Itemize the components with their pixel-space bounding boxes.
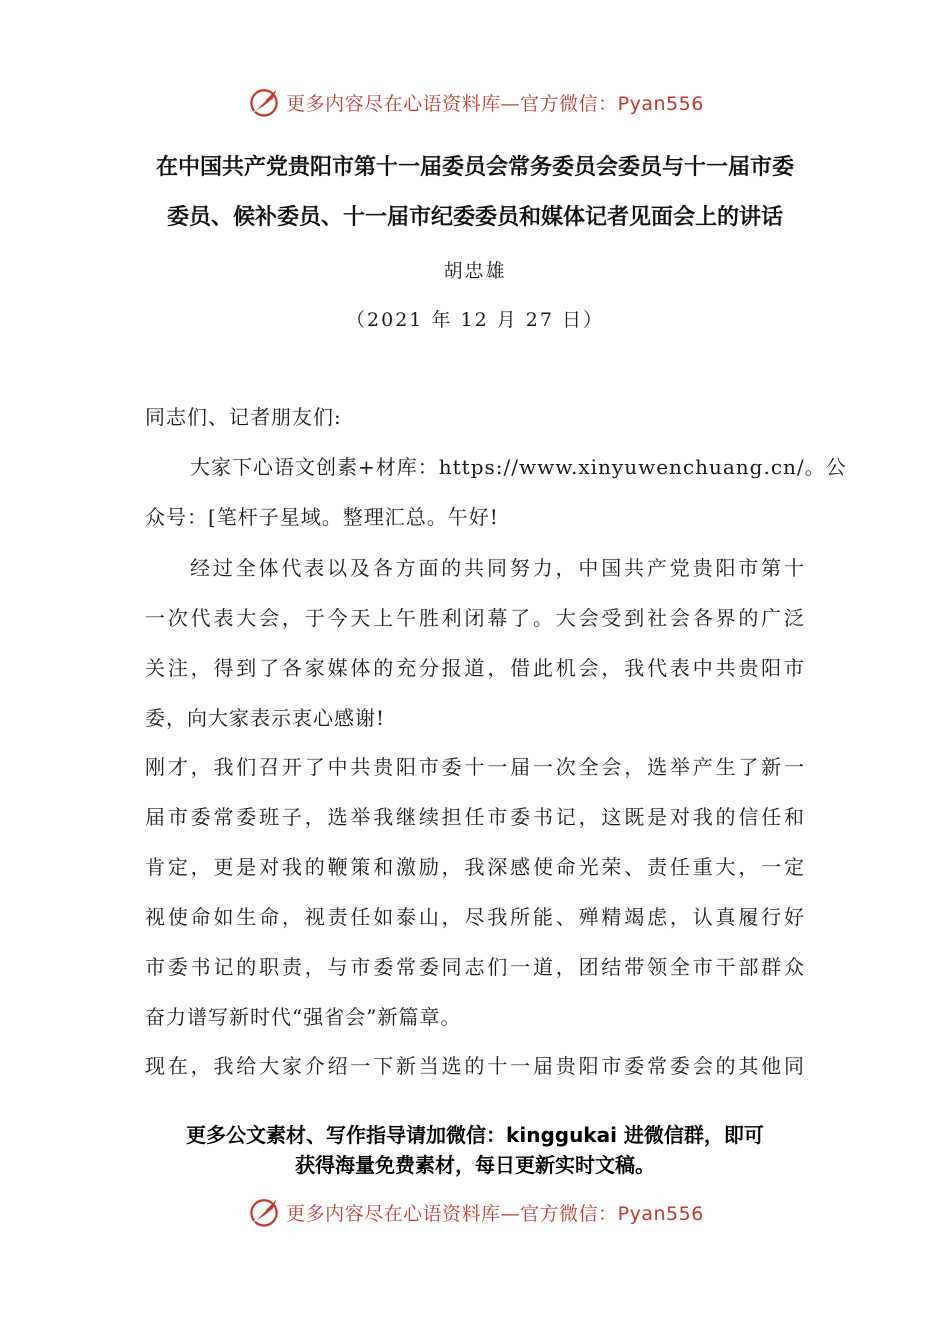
body-line: 刚才，我们召开了中共贵阳市委十一届一次全会，选举产生了新一 <box>145 755 805 779</box>
document-title-line-1: 在中国共产党贵阳市第十一届委员会常务委员会委员与十一届市委 <box>155 154 794 180</box>
body-line: 市委书记的职责，与市委常委同志们一道，团结带领全市干部群众 <box>145 955 805 979</box>
speech-date: （2021 年 12 月 27 日） <box>346 309 604 331</box>
banner-text <box>286 1199 704 1226</box>
body-line: 关注，得到了各家媒体的充分报道，借此机会，我代表中共贵阳市 <box>145 656 805 680</box>
author: 胡忠雄 <box>443 260 507 282</box>
body-line: 众号：[笔杆子星域。整理汇总。午好! <box>145 505 499 529</box>
banner-text <box>286 89 704 116</box>
quill-logo-icon <box>246 1194 282 1230</box>
body-line: 肯定，更是对我的鞭策和激励，我深感使命光荣、责任重大，一定 <box>145 855 805 879</box>
quill-logo-icon <box>246 84 282 120</box>
footer-note <box>0 1120 950 1180</box>
header-banner <box>0 82 950 122</box>
banner-wechat-id: Pyan556 <box>617 92 704 115</box>
body-line: 委，向大家表示衷心感谢! <box>145 706 386 730</box>
banner-label: 更多内容尽在心语资料库—官方微信： <box>286 92 618 115</box>
body-line: 一次代表大会，于今天上午胜利闭幕了。大会受到社会各界的广泛 <box>145 606 805 630</box>
banner-label: 更多内容尽在心语资料库—官方微信： <box>286 1202 618 1225</box>
footer-banner <box>0 1192 950 1232</box>
document-title-line-2: 委员、候补委员、十一届市纪委委员和媒体记者见面会上的讲话 <box>166 204 783 230</box>
body-line: 视使命如生命，视责任如泰山，尽我所能、殚精竭虑，认真履行好 <box>145 905 805 929</box>
body-line: 现在，我给大家介绍一下新当选的十一届贵阳市委常委会的其他同 <box>145 1054 805 1078</box>
banner-wechat-id: Pyan556 <box>617 1202 704 1225</box>
footer-note-line-2: 获得海量免费素材，每日更新实时文稿。 <box>295 1153 655 1177</box>
salutation: 同志们、记者朋友们: <box>145 405 342 429</box>
body-line: 届市委常委班子，选举我继续担任市委书记，这既是对我的信任和 <box>145 805 805 829</box>
body-line: 经过全体代表以及各方面的共同努力，中国共产党贵阳市第十 <box>190 556 805 580</box>
footer-note-line-1: 更多公文素材、写作指导请加微信：kinggukai 进微信群，即可 <box>186 1123 764 1147</box>
body-line: 大家下心语文创素+材库：https://www.xinyuwenchuang.cn/。公 <box>190 455 847 479</box>
body-line: 奋力谱写新时代“强省会”新篇章。 <box>145 1005 462 1029</box>
